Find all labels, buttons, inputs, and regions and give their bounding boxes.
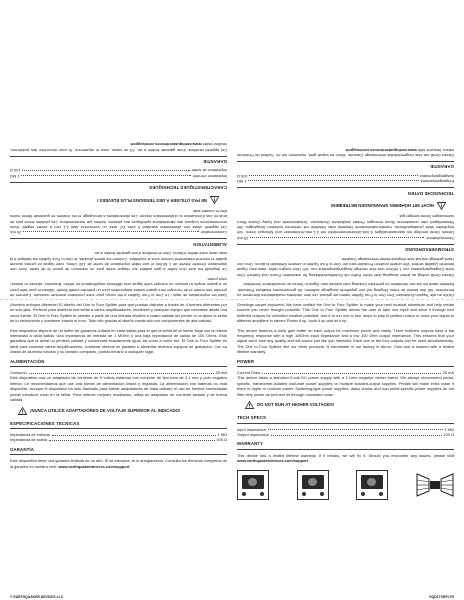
es-power-label: Consumo xyxy=(10,370,27,376)
en-power-heading: POWER xyxy=(237,358,255,364)
splitter-unit-illustration xyxy=(237,470,269,500)
fr-specs-heading: CARACTÉRISTIQUES TECHNIQUES xyxy=(149,185,227,191)
en-spec-output-value: 100 Ω xyxy=(443,431,454,437)
divider xyxy=(237,366,454,367)
warning-icon xyxy=(245,401,254,409)
footer-copyright: © EARTHQUAKER DEVICES LLC xyxy=(10,595,64,599)
de-spec-input xyxy=(237,179,454,184)
leader-dots xyxy=(249,175,417,179)
es-body-paragraph: Este dispositivo dispone de un buffer de ganancia unitaria en cada salida para lo que la señal de la fuente llega con la misma intensidad a cada salida. Una impedancia de entrada de 1 MOhm y una baja impedancia de salida de 100 Ohms. Esto garantiza que la señal no perderá calidad y conservará exactamente igual, tal como a como fue. El One to Four Splitter es ideal para conectar varios amplificadores, combinar efectos en paralelo o alimentar diversos equipos de grabación. Con su chasis de aluminio robusto y su tamaño compacto, podrás llevarlo a cualquier lugar. xyxy=(10,327,227,355)
leader-dots xyxy=(49,437,215,441)
document-footer xyxy=(10,595,454,599)
en-support-link[interactable]: www.earthquakerdevices.com/support xyxy=(237,458,309,464)
fr-warranty-text: Cet appareil bénéficie d'une garantie limitée à vie. S'il se casse, nous le réparerons. Si vous rencontrez des problèmes, veuillez visiter xyxy=(10,142,227,153)
upper-folded-half xyxy=(10,0,454,298)
divider xyxy=(10,182,227,183)
fr-body-paragraph: Ce dispositif est doté d'un buffer à gain unitaire sur chaque sortie pour un maximum de punch et de clarté. Avec une impédance d'entrée élevée de 1 MOhm et une faible impédance de sortie de 100 Ohms, votre signal ne perdra aucune qualité et sonnera exactement comme vous le souhaitez. Comme nos autres produits, le One to Four Splitter est fabriqué à la main dans notre atelier d'Akron, Ohio et bénéficie d'une garantie limitée à vie. xyxy=(10,251,227,273)
fr-support-link[interactable]: www.earthquakerdevices.com/support xyxy=(130,142,202,148)
en-intro-paragraph: Greetings carpet explorers! We have crafted the One to Four Splitter to make your next musical adventure and help create sounds you never thought possible. This One to Four Splitter allows the user to take one input and send it through four buffered outputs for unlimited creative potential. Use it to run one to four amps to play in perfect unison or route your signal to different amplifiers in stereo! Power it up, hook it up and let it rip. xyxy=(237,302,454,324)
warning-icon xyxy=(437,202,446,210)
en-warning-text: DO NOT RUN AT HIGHER VOLTAGES! xyxy=(257,402,335,408)
de-warranty-text: Dieses Gerät hat eine eingeschränkte lebenslange Garantie. Wenn es kaputt geht, reparieren wir es. Solltest du Probleme haben, besuche bitte xyxy=(237,147,454,159)
fr-power-heading: ALIMENTATION xyxy=(193,241,227,247)
es-spec-output-value: 100 Ω xyxy=(216,437,227,443)
fr-power-label: Consommation xyxy=(200,230,227,236)
de-spec-output xyxy=(237,174,454,179)
es-spec-output xyxy=(10,437,227,442)
satellite-icon xyxy=(416,470,454,500)
en-spec-output xyxy=(237,432,454,437)
product-illustration-row xyxy=(237,470,454,500)
de-intro-paragraph: Grüße an alle Teppich-Entdecker! Den One to Four Splitter haben wir gebaut, um dein nächstes musikalisches Abenteuer zu bereichern. Mit ihm kannst du einen Eingang auf vier gepufferte Ausgänge aufteilen, für grenzenloses kreatives Potenzial. Betreibe damit ein bis vier Verstärker im perfekten Einklang oder schicke dein Signal in Stereo an verschiedene Verstärker. xyxy=(237,282,454,298)
de-support-link[interactable]: www.earthquakerdevices.com/support xyxy=(345,147,417,153)
es-spec-input-value: 1 MΩ xyxy=(217,431,227,437)
en-power-label: Current Draw xyxy=(237,370,261,376)
leader-dots xyxy=(268,427,443,431)
fr-spec-input-label: Impédance d'entrée xyxy=(192,173,227,179)
fold-line xyxy=(0,299,464,300)
fr-warranty-heading: GARANTIE xyxy=(203,159,227,165)
es-power-value: 25 mA xyxy=(215,370,227,376)
leader-dots xyxy=(271,432,442,436)
de-power-spec xyxy=(237,235,454,240)
en-warranty-text: This device has a limited lifetime warranty. If it breaks, we will fix it. Should you encounter any issues, please visit xyxy=(237,452,454,458)
en-warranty-paragraph xyxy=(237,453,454,464)
footer-document-code: EQD1TSRPLTR xyxy=(429,595,454,599)
fr-power-value: 25 mA xyxy=(10,230,22,236)
de-warranty-heading: GARANTIE xyxy=(430,164,454,170)
de-body-paragraph: Dieses Gerät verfügt an jedem Ausgang über einen Puffer mit Einheitsverstärkung für maximalen Punch und Klarheit. Eine hohe Eingangsimpedanz von 1 MOhm und eine niedrige Ausgangsimpedanz von 100 Ohm sorgen dafür, dass dein Signal keinerlei Qualität verliert. Wie unsere anderen Produkte wird der One to Four Splitter in unserer Werkstatt in Akron, Ohio von Hand gefertigt und hat eine eingeschränkte lebenslange Garantie. xyxy=(237,256,454,278)
fr-spec-input-value: 1 MΩ xyxy=(10,173,20,179)
divider xyxy=(237,187,454,188)
es-warranty-paragraph xyxy=(10,458,227,469)
en-specs-heading: TECH SPECS xyxy=(237,415,267,421)
english-column xyxy=(237,302,454,592)
es-specs-heading: ESPECIFICACIONES TÉCNICAS xyxy=(10,420,80,426)
es-support-link[interactable]: www.earthquakerdevices.com/support xyxy=(58,463,130,469)
de-warranty-paragraph xyxy=(237,147,454,158)
divider xyxy=(10,238,227,239)
es-spec-output-label: Impedancia de salida xyxy=(10,437,47,443)
divider xyxy=(10,454,227,455)
de-spec-output-label: Ausgangsimpedanz xyxy=(419,173,454,179)
de-power-value: 25 mA xyxy=(237,235,249,241)
leader-dots xyxy=(22,170,189,174)
de-warning xyxy=(237,202,446,210)
en-warranty-heading: WARRANTY xyxy=(237,441,264,447)
divider xyxy=(237,161,454,162)
en-spec-output-label: Output Impedance xyxy=(237,431,270,437)
divider xyxy=(237,423,454,424)
de-power-paragraph: Dieses Gerät benötigt ein standardmäßiges 9-Volt-Gleichstromnetzteil mit 2,1-mm-Hohlstecker und Minuspol innen. Wir empfehlen stets pedalspezifische, transformatorisolierte Netzteile oder Netzteile mit mehreren isolierten Ausgängen. Bei Restwelligkeit oder unsauberem Strom erzeugen Pedale zusätzliche Geräusche. Schaltnetzteile und Daisy Chains filtern schmutzigen Strom weniger gut. xyxy=(237,214,454,236)
splitter-unit-illustration xyxy=(297,470,329,500)
fr-spec-output-label: Impédance de sortie xyxy=(191,168,227,174)
warning-icon xyxy=(210,196,219,204)
fr-power-paragraph: Cet appareil utilise une alimentation standard 9 volts DC avec un connecteur baril 2,1 mm à centre négatif. Nous recommandons toujours des alimentations spécifiques aux pédales, isolées par transformateur. Les pédales feront plus de bruit en cas d'ondulation ou d'alimentation impure. Les alimentations à découpage et les chaînes en guirlande filtrent moins bien le courant sale. xyxy=(10,208,227,230)
es-warranty-heading: GARANTÍA xyxy=(10,446,34,452)
leader-dots xyxy=(29,370,214,374)
fr-warning xyxy=(10,196,219,204)
de-power-label: Stromaufnahme xyxy=(426,235,454,241)
splitter-unit-illustration xyxy=(356,470,388,500)
de-specs-heading: TECHNISCHE DATEN xyxy=(407,190,454,196)
divider xyxy=(10,428,227,429)
fr-spec-output-value: 100 Ω xyxy=(10,168,21,174)
de-warning-text: NICHT MIT HÖHEREN SPANNUNGEN BETREIBEN! xyxy=(330,203,434,209)
en-spec-input-label: Input Impedance xyxy=(237,426,266,432)
fr-warranty-paragraph xyxy=(10,142,227,153)
leader-dots xyxy=(250,237,424,241)
es-warranty-text: Este dispositivo tiene una garantía limitada de un año. Si se estropea, te lo arreglaremos. Consulta los términos completos de la garantía en nuestra web: xyxy=(10,458,227,469)
es-power-heading: ALIMENTACIÓN xyxy=(10,358,45,364)
en-warning xyxy=(245,401,454,409)
leader-dots xyxy=(248,180,419,184)
divider xyxy=(237,449,454,450)
warning-icon xyxy=(18,407,27,415)
fr-power-spec xyxy=(10,230,227,235)
leader-dots xyxy=(23,231,199,235)
es-warning-text: ¡NUNCA UTILICE ADAPTADORES DE VOLTAJE SUPERIOR AL INDICADO! xyxy=(30,407,181,413)
en-body-paragraph: This device features a unity gain buffer on each output for maximum punch and clarity. Three buffered outputs have a flat frequency response with a high 1MOhm input impedance and a low 100 Ohm output impedance. This ensures that your signal won't lose any quality and will sound just like you intended. Each one of the four outputs can be used simultaneously. The One to Four Splitter, like our other products, is handmade in our factory in Akron, Ohio and is backed with a limited lifetime warranty. xyxy=(237,327,454,355)
french-column xyxy=(10,0,227,298)
fr-spec-output xyxy=(10,168,227,173)
leader-dots xyxy=(262,370,441,374)
de-spec-output-value: 100 Ω xyxy=(237,173,248,179)
fr-intro-paragraph: Salut les explorateurs de tapis ! Le One to Four Splitter a été conçu pour votre prochaine aventure musicale. Il permet de prendre une entrée et de l'envoyer vers quatre sorties tamponnées pour un potentiel créatif illimité. Utilisez-le pour faire jouer un à quatre amplis à l'unisson ou envoyer votre signal vers différents amplificateurs en stéréo. Branchez, allumez et laissez-vous porter. xyxy=(10,276,227,298)
divider xyxy=(10,156,227,157)
de-power-heading: STROMVERSORGUNG xyxy=(404,247,454,253)
de-spec-input-value: 1 MΩ xyxy=(237,179,247,185)
german-column xyxy=(237,0,454,298)
es-warning xyxy=(18,407,227,415)
de-spec-input-label: Eingangsimpedanz xyxy=(420,179,454,185)
leader-dots xyxy=(52,432,216,436)
es-power-paragraph: Este dispositivo usa un adaptador de corriente de 9 voltios estándar con conector de tipo tubo de 2,1 mm y polo negativo interior. Le recomendamos que use una fuente de alimentación limpia y regulada. La alimentación con baterías no está disponible. Aunque el dispositivo ha sido diseñado para tolerar adaptadores de mala calidad, el uso de fuentes conmutadas puede introducir ruido en la señal. Para obtener mejores resultados, utiliza un adaptador de corriente aislado y de buena calidad. xyxy=(10,375,227,403)
es-intro-paragraph: ¡Nuestro enfoque diferente! El diseño del One to Four Splitter para que puedas disfrutar a través de 4 fuentes diferentes por un solo jack. Perfecto para distribuir una señal a varios amplificadores, monitores y cualquier equipo que necesites desde una única fuente. El One to Four Splitter te permite a partir de una entrada dividirla a cuatro salidas sin perder ni un ápice la señal de tu instrumento y mantener intacto el tono. Todo ello gracias al diseño construido con componentes de alta calidad. xyxy=(10,302,227,324)
satellite-dish-illustration xyxy=(416,470,454,500)
en-power-value: 25 mA xyxy=(442,370,454,376)
fr-spec-input xyxy=(10,174,227,179)
leader-dots xyxy=(21,175,190,179)
lower-half xyxy=(10,302,454,599)
spanish-column xyxy=(10,302,227,592)
fr-warning-text: NE PAS UTILISER À DES TENSIONS PLUS ÉLEVÉES ! xyxy=(96,198,207,204)
en-power-paragraph: This device takes a standard 9-volt DC power supply with a 2.1mm negative center barrel. We always recommend pedal-specific, transformer-isolated wall-wart power supplies or multiple isolated-output supplies. Pedals will make extra noise if there is ripple or unclean power. Switching-type power supplies, daisy chains and non-pedal-specific power supplies do not filter dirty power as well and let through unwanted noise. xyxy=(237,375,454,397)
en-spec-input-value: 1 MΩ xyxy=(444,426,454,432)
es-spec-input-label: Impedancia de entrada xyxy=(10,431,50,437)
divider xyxy=(10,366,227,367)
divider xyxy=(237,244,454,245)
